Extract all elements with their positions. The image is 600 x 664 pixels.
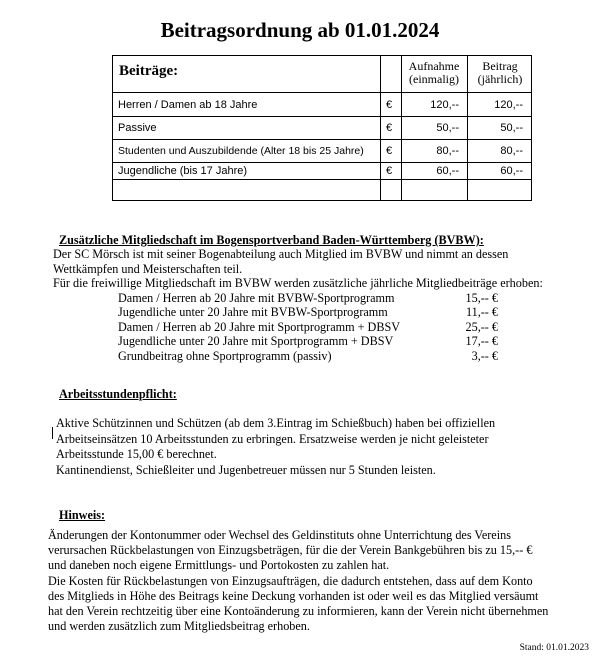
fee-beitrag-value: 80,-- [500, 145, 523, 157]
table-divider [113, 162, 531, 163]
arbeit-text [56, 416, 495, 478]
arbeit-text-line: Aktive Schützinnen und Schützen (ab dem 3.Eintrag im Schießbuch) haben bei offiziellen [56, 416, 496, 430]
bvbw-fee-label: Damen / Herren ab 20 Jahre mit Sportprogramm + DBSV [118, 320, 401, 334]
text-cursor [52, 427, 53, 439]
fee-aufnahme-value: 50,-- [436, 122, 459, 134]
bvbw-text-line: Der SC Mörsch ist mit seiner Bogenabteilung auch Mitglied im BVBW und nimmt an dessen [53, 247, 509, 261]
hinweis-text-line: Änderungen der Kontonummer oder Wechsel des Geldinstituts ohne Unterrichtung des Vereins [48, 528, 511, 542]
hinweis-section [59, 508, 105, 523]
table-divider [113, 179, 531, 180]
fee-table [112, 55, 532, 201]
currency-symbol: € [386, 99, 393, 111]
fee-row-label: Herren / Damen ab 18 Jahre [118, 99, 258, 111]
fee-beitrag-value: 120,-- [494, 99, 523, 111]
bvbw-text [53, 247, 543, 291]
table-divider [113, 116, 531, 117]
stand-date: Stand: 01.01.2023 [519, 643, 589, 653]
bvbw-fee-amount: 17,-- € [465, 334, 498, 348]
bvbw-text-line: Wettkämpfen und Meisterschaften teil. [53, 261, 243, 276]
currency-symbol: € [386, 165, 393, 177]
bvbw-fee-amount: 25,-- € [465, 320, 498, 334]
bvbw-fee-amount: 3,-- € [471, 349, 498, 363]
bvbw-fee-amount: 11,-- € [465, 305, 498, 319]
hinweis-text-line: hat den Verein rechtzeitig über eine Kontoänderung zu informieren, kann der Verein nicht übernehmen [48, 604, 549, 619]
hinweis-text-line: verursachen Rückbelastungen von Einzugsbeträgen, für die der Verein Bankgebühren bis zu 15,-- € [48, 543, 533, 558]
bvbw-fee-amount: 15,-- € [465, 291, 498, 305]
arbeit-heading: Arbeitsstundenpflicht: [59, 387, 177, 401]
column-header-beitrag: Beitrag (jährlich) [477, 59, 523, 86]
arbeit-section [59, 387, 177, 402]
hinweis-text-line: Die Kosten für Rückbelastungen von Einzugsaufträgen, die dadurch entstehen, dass auf dem Konto [48, 573, 533, 588]
fee-table-header-label: Beiträge: [119, 63, 179, 79]
column-header-aufnahme: Aufnahme (einmalig) [408, 59, 460, 86]
hinweis-text-line: und werden zusätzlich zum Mitgliedsbeitrag erhoben. [48, 619, 310, 634]
arbeit-text-line: Kantinendienst, Schießleiter und Jugenbetreuer müssen nur 5 Stunden leisten. [56, 462, 436, 477]
fee-aufnahme-value: 80,-- [436, 145, 459, 157]
hinweis-heading: Hinweis: [59, 508, 106, 522]
bvbw-fee-label: Damen / Herren ab 20 Jahre mit BVBW-Sportprogramm [118, 291, 395, 305]
bvbw-heading: Zusätzliche Mitgliedschaft im Bogensportverband Baden-Württemberg (BVBW): [59, 233, 484, 247]
currency-symbol: € [386, 145, 393, 157]
bvbw-fee-label: Jugendliche unter 20 Jahre mit BVBW-Sportprogramm [118, 305, 388, 319]
fee-row-label: Jugendliche (bis 17 Jahre) [118, 165, 248, 177]
fee-aufnahme-value: 120,-- [430, 99, 459, 111]
hinweis-text-line: und daneben noch eigene Ermittlungs- und Portokosten zu zahlen hat. [48, 558, 390, 573]
fee-beitrag-value: 50,-- [500, 122, 523, 134]
arbeit-text-line: Arbeitseinsätzen 10 Arbeitsstunden zu erbringen. Ersatzweise werden je nicht geleisteter [56, 431, 489, 446]
hinweis-text-line: des Mitglieds in Höhe des Beitrags keine Deckung vorhanden ist oder weil es das Mitglied versäumt [48, 588, 539, 603]
bvbw-text-line: Für die freiwillige Mitgliedschaft im BVBW werden zusätzliche jährliche Mitgliedbeiträge erhoben: [53, 276, 543, 291]
table-divider [113, 92, 531, 93]
bvbw-section [59, 233, 484, 248]
arbeit-text-line: Arbeitsstunde 15,00 € berechnet. [56, 447, 217, 461]
page-title: Beitragsordnung ab 01.01.2024 [160, 18, 440, 42]
currency-symbol: € [386, 122, 393, 134]
fee-row-label: Studenten und Auszubildende (Alter 18 bis 25 Jahre) [118, 145, 364, 157]
bvbw-fee-label: Grundbeitrag ohne Sportprogramm (passiv) [118, 349, 332, 363]
bvbw-fee-label: Jugendliche unter 20 Jahre mit Sportprogramm + DBSV [118, 334, 394, 348]
table-divider [113, 139, 531, 140]
hinweis-text [48, 528, 548, 634]
fee-beitrag-value: 60,-- [500, 165, 523, 177]
fee-aufnahme-value: 60,-- [436, 165, 459, 177]
fee-row-label: Passive [118, 122, 157, 134]
